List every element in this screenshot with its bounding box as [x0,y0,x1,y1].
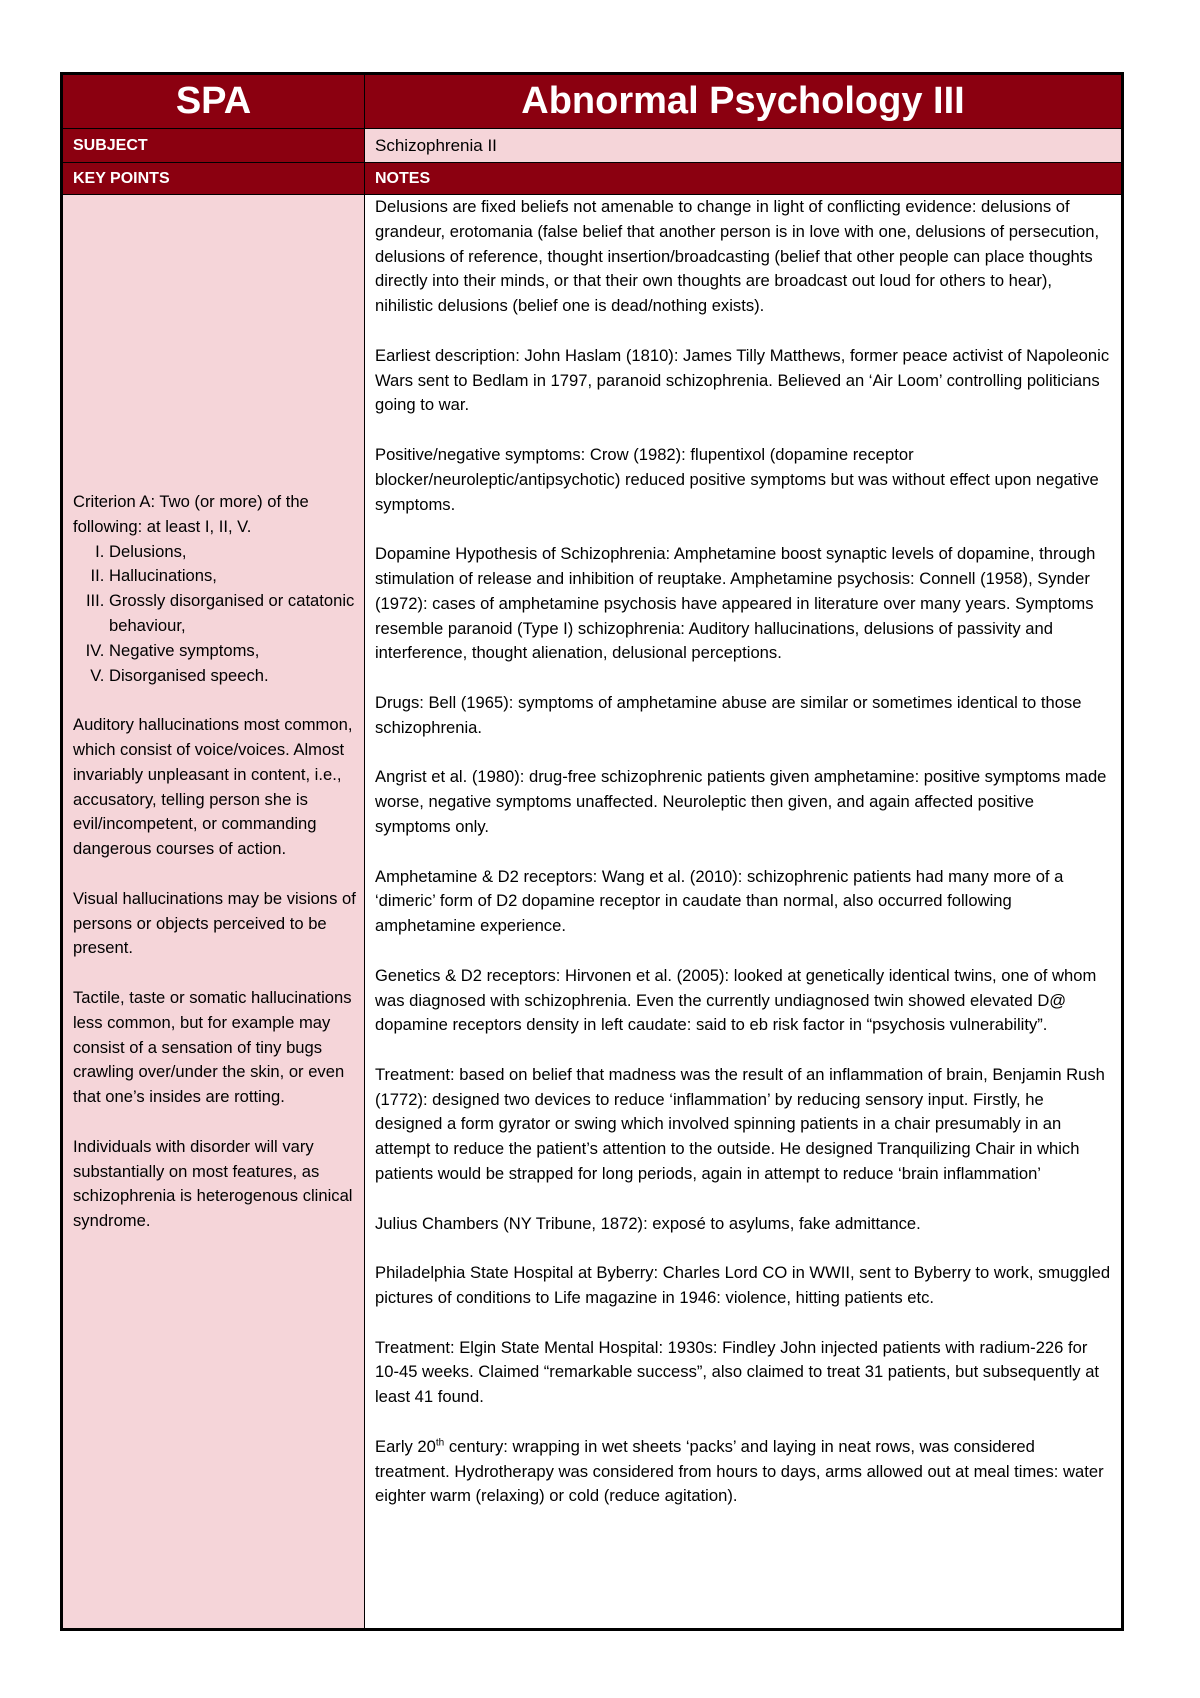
note-paragraph: Positive/negative symptoms: Crow (1982): flupentixol (dopamine receptor blocker/neuroleptic/antipsychotic) reduced positive symptoms but was without effect upon negative symptoms. [375,444,1099,514]
notes-header: NOTES [365,163,1122,195]
note-paragraph: Julius Chambers (NY Tribune, 1872): exposé to asylums, fake admittance. [375,1213,921,1233]
note-paragraph: Earliest description: John Haslam (1810): James Tilly Matthews, former peace activist of Napoleonic Wars sent to Bedlam in 1797, paranoid schizophrenia. Believed an ‘Air Loom’ controlling politicians going to war. [375,345,1110,415]
subject-label: SUBJECT [63,129,365,163]
key-point-paragraph: Visual hallucinations may be visions of persons or objects perceived to be present. [73,888,356,958]
criterion-list [73,540,356,689]
key-point-paragraph: Auditory hallucinations most common, which consist of voice/voices. Almost invariably unpleasant in content, i.e., accusatory, telling person she is evil/incompetent, or commanding dangerous courses of action. [73,715,353,859]
note-paragraph: Delusions are fixed beliefs not amenable to change in light of conflicting evidence: delusions of grandeur, erotomania (false belief that another person is in love with one, delusions of persecution, delusions of reference, thought insertion/broadcasting (belief that other people can place thoughts directly into their minds, or that their own thoughts are broadcast out loud for others to hear), nihilistic delusions (belief one is dead/nothing exists). [375,197,1100,316]
note-text: Early 20 [375,1436,436,1456]
criterion-intro: Criterion A: Two (or more) of the following: at least I, II, V. [73,492,309,536]
header-left-title: SPA [63,75,365,129]
note-paragraph: Amphetamine & D2 receptors: Wang et al. (2010): schizophrenic patients had many more of a ‘dimeric’ form of D2 dopamine receptor in caudate than normal, also occurred following amphetamine experience. [375,866,1064,936]
criterion-item: I. Delusions, [109,540,356,565]
note-paragraph: Philadelphia State Hospital at Byberry: Charles Lord CO in WWII, sent to Byberry to work, smuggled pictures of conditions to Life magazine in 1946: violence, hitting patients etc. [375,1263,1111,1308]
ordinal-superscript: th [435,1437,445,1449]
key-points-header: KEY POINTS [63,163,365,195]
header-right-title: Abnormal Psychology III [365,75,1122,129]
criterion-item: II. Hallucinations, [109,564,356,589]
subject-value: Schizophrenia II [365,129,1122,163]
notes-sheet [60,72,1124,1631]
note-paragraph: Angrist et al. (1980): drug-free schizophrenic patients given amphetamine: positive symptoms made worse, negative symptoms unaffected. Neuroleptic then given, and again affected positive symptoms only. [375,767,1107,836]
note-paragraph: Genetics & D2 receptors: Hirvonen et al. (2005): looked at genetically identical twins, one of whom was diagnosed with schizophrenia. Even the currently undiagnosed twin showed elevated D@ dopamine receptors density in left caudate: said to eb risk factor in “psychosis vulnerability”. [375,965,1097,1035]
criterion-item: IV. Negative symptoms, [109,639,356,664]
key-points-cell [63,195,365,1629]
note-paragraph: Treatment: Elgin State Mental Hospital: 1930s: Findley John injected patients with radium-226 for 10-45 weeks. Claimed “remarkable success”, also claimed to treat 31 patients, but subsequently at least 41 found. [375,1337,1100,1407]
note-paragraph: Drugs: Bell (1965): symptoms of amphetamine abuse are similar or sometimes identical to those schizophrenia. [375,692,1082,737]
key-point-paragraph: Tactile, taste or somatic hallucinations less common, but for example may consist of a sensation of tiny bugs crawling over/under the skin, or even that one’s insides are rotting. [73,987,352,1107]
key-points-content [73,490,356,1234]
note-paragraph: Dopamine Hypothesis of Schizophrenia: Amphetamine boost synaptic levels of dopamine, through stimulation of release and inhibition of reuptake. Amphetamine psychosis: Connell (1958), Synder (1972): cases of amphetamine psychosis have appeared in literature over many years. Symptoms resemble paranoid (Type I) schizophrenia: Auditory hallucinations, delusions of passivity and interference, thought alienation, delusional perceptions. [375,544,1096,663]
note-paragraph-last [375,1435,1111,1509]
notes-cell [365,195,1122,1629]
criterion-item: III. Grossly disorganised or catatonic behaviour, [109,589,356,639]
notes-table [62,74,1122,1629]
criterion-item: V. Disorganised speech. [109,664,356,689]
key-point-paragraph: Individuals with disorder will vary substantially on most features, as schizophrenia is heterogenous clinical syndrome. [73,1136,353,1231]
note-paragraph: Treatment: based on belief that madness was the result of an inflammation of brain, Benjamin Rush (1772): designed two devices to reduce ‘inflammation’ by reducing sensory input. Firstly, he designed a form gyrator or swing which involved spinning patients in a chair presumably in an attempt to reduce the patient’s attention to the outside. He designed Tranquilizing Chair in which patients would be strapped for long periods, again in attempt to reduce ‘brain inflammation’ [375,1064,1105,1184]
note-text: century: wrapping in wet sheets ‘packs’ and laying in neat rows, was considered treatment. Hydrotherapy was considered from hours to days, arms allowed out at meal times: water eighter warm (relaxing) or cold (reduce agitation). [375,1436,1104,1506]
